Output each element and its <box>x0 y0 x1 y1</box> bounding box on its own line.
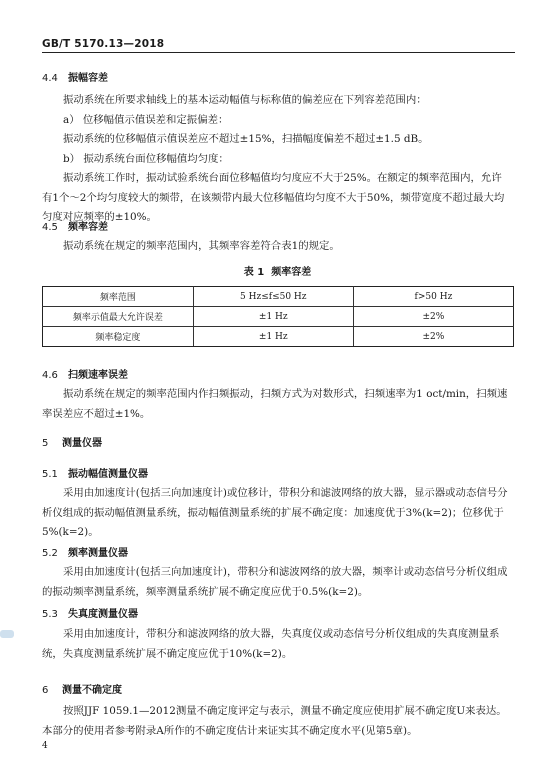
section-5-1-body <box>42 484 512 543</box>
section-title: 扫频速率误差 <box>68 370 128 381</box>
table-cell: 频率稳定度 <box>43 327 194 347</box>
paragraph: 振动系统的位移幅值示值误差应不超过±15%，扫描幅度偏差不超过±1.5 dB。 <box>63 133 429 145</box>
section-number: 5.1 <box>42 469 58 480</box>
standard-code-header: GB/T 5170.13—2018 <box>42 38 165 50</box>
list-text: 位移幅值示值误差和定振偏差： <box>82 113 229 126</box>
table-cell: 频率示值最大允许误差 <box>43 307 194 327</box>
section-4-5-heading <box>42 218 108 233</box>
section-6-heading <box>42 681 122 696</box>
section-number: 5.2 <box>42 548 58 559</box>
section-4-5-body <box>42 237 512 257</box>
table-header-row <box>43 287 514 307</box>
section-title: 测量不确定度 <box>62 685 122 696</box>
section-4-4-body <box>42 91 512 228</box>
section-title: 振动幅值测量仪器 <box>68 469 148 480</box>
section-5-3-body <box>42 625 512 664</box>
table-row <box>43 307 514 327</box>
section-5-1-heading <box>42 465 148 480</box>
list-text: 振动系统台面位移幅值均匀度： <box>83 152 229 165</box>
section-number: 5.3 <box>42 609 58 620</box>
section-number: 4.4 <box>42 73 58 84</box>
section-title: 测量仪器 <box>62 438 102 449</box>
table-cell: ±2% <box>353 327 513 347</box>
table-header-cell: 频率范围 <box>43 287 194 307</box>
section-4-6-heading <box>42 366 128 381</box>
table-cell: ±1 Hz <box>193 327 353 347</box>
table-header-cell: 5 Hz≤f≤50 Hz <box>193 287 353 307</box>
table-header-cell: f>50 Hz <box>353 287 513 307</box>
paragraph: 采用由加速度计(包括三向加速度计)或位移计，带积分和滤波网络的放大器，显示器或动态信号分析仪组成的振动幅值测量系统，振动幅值测量系统的扩展不确定度：加速度优于3%(k=2)；位移优于5%(k=2)。 <box>42 487 508 538</box>
frequency-tolerance-table <box>42 286 514 347</box>
paragraph: 按照JJF 1059.1—2012测量不确定度评定与表示，测量不确定度应使用扩展不确定度U来表达。本部分的使用者参考附录A所作的不确定度估计来证实其不确定度水平(见第5章)。 <box>42 705 507 737</box>
section-5-heading <box>42 434 102 449</box>
section-5-2-body <box>42 563 512 602</box>
section-4-6-body <box>42 385 512 424</box>
section-title: 振幅容差 <box>68 73 108 84</box>
section-5-2-heading <box>42 544 128 559</box>
paragraph: 振动系统工作时，振动试验系统台面位移幅值均匀度应不大于25%。在额定的频率范围内，允许有1个～2个均匀度较大的频带，在该频带内最大位移幅值均匀度不大于50%，频带宽度不超过最大均匀度对应频率的±10%。 <box>42 172 505 223</box>
table-number: 表 1 <box>243 267 265 278</box>
page-number: 4 <box>42 741 48 751</box>
list-label: b） <box>63 152 81 165</box>
list-label: a） <box>63 113 80 126</box>
table-cell: ±2% <box>353 307 513 327</box>
table-cell: ±1 Hz <box>193 307 353 327</box>
table-title: 频率容差 <box>271 267 312 278</box>
section-6-body <box>42 702 512 741</box>
section-4-4-heading <box>42 69 108 84</box>
margin-scan-mark <box>0 627 18 641</box>
section-title: 频率容差 <box>68 222 108 233</box>
section-5-3-heading <box>42 605 138 620</box>
paragraph: 振动系统在所要求轴线上的基本运动幅值与标称值的偏差应在下列容差范围内： <box>63 94 427 106</box>
list-item-a <box>42 111 512 131</box>
list-item-b <box>42 150 512 170</box>
section-number: 4.6 <box>42 370 58 381</box>
paragraph: 采用由加速度计(包括三向加速度计)，带积分和滤波网络的放大器，频率计或动态信号分析仪组成的振动频率测量系统，频率测量系统扩展不确定度应优于0.5%(k=2)。 <box>42 566 508 598</box>
header-rule <box>42 52 515 53</box>
table-row <box>43 327 514 347</box>
section-number: 6 <box>42 685 49 696</box>
section-title: 频率测量仪器 <box>68 548 128 559</box>
section-title: 失真度测量仪器 <box>68 609 138 620</box>
paragraph: 采用由加速度计，带积分和滤波网络的放大器，失真度仪或动态信号分析仪组成的失真度测量系统，失真度测量系统扩展不确定度应优于10%(k=2)。 <box>42 628 500 660</box>
paragraph: 振动系统在规定的频率范围内，其频率容差符合表1的规定。 <box>63 240 340 252</box>
table-caption <box>0 263 555 278</box>
section-number: 5 <box>42 438 49 449</box>
paragraph: 振动系统在规定的频率范围内作扫频振动，扫频方式为对数形式，扫频速率为1 oct/min，扫频速率误差应不超过±1%。 <box>42 388 508 420</box>
section-number: 4.5 <box>42 222 58 233</box>
